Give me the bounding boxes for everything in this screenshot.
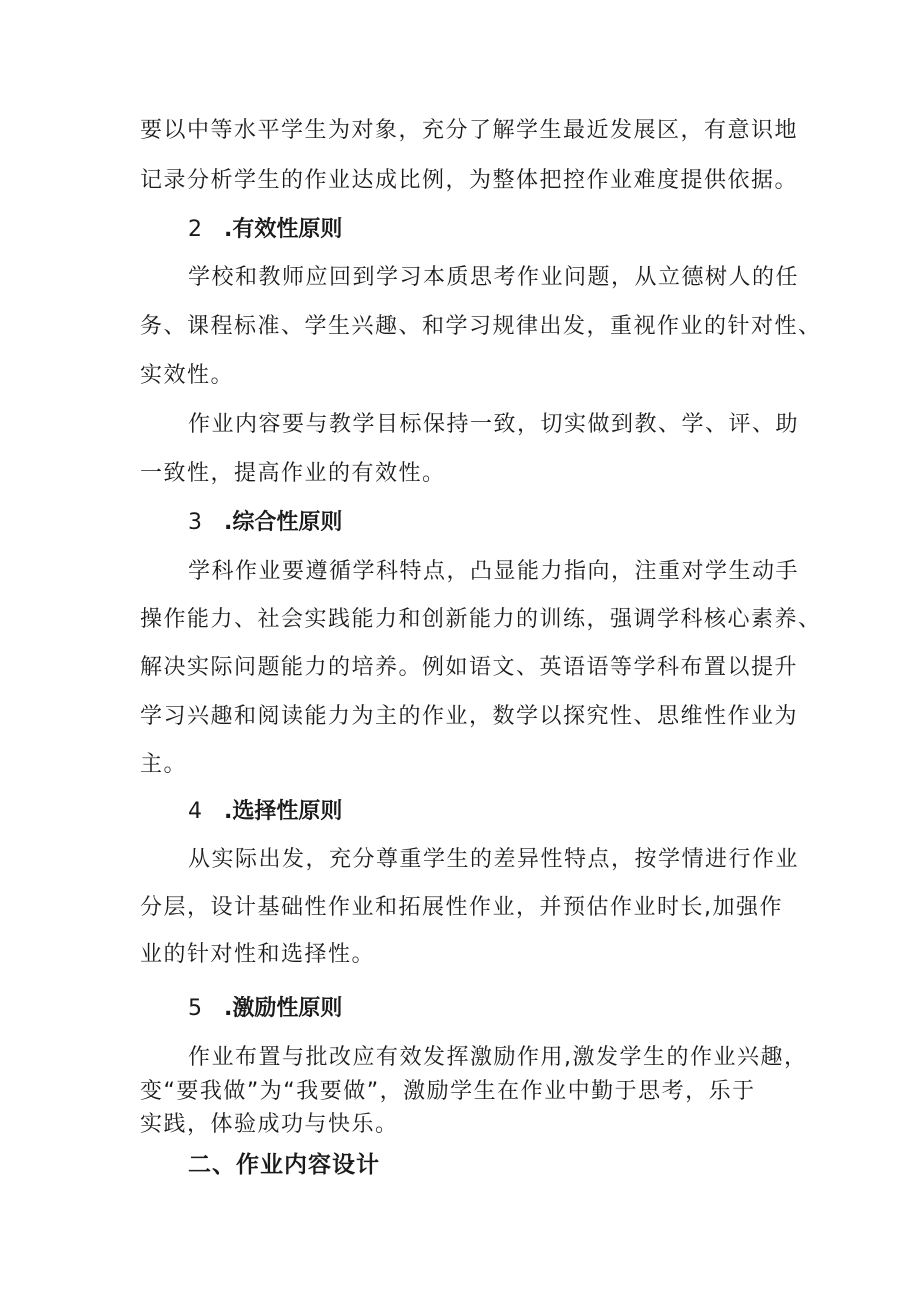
paragraph-line: 要以中等水平学生为对象，充分了解学生最近发展区，有意识地: [140, 118, 799, 143]
heading-number: 3: [188, 510, 202, 535]
heading-effectiveness: [188, 215, 342, 245]
paragraph-line: 解决实际问题能力的培养。例如语文、英语语等学科布置以提升: [140, 655, 799, 680]
paragraph-line: 作业布置与批改应有效发挥激励作用,激发学生的作业兴趣，: [188, 1045, 808, 1070]
heading-title: .激励性原则: [224, 996, 343, 1021]
heading-title: .综合性原则: [224, 510, 343, 535]
paragraph-line: 一致性，提高作业的有效性。: [140, 461, 446, 486]
heading-number: 2: [188, 217, 202, 242]
paragraph-line: 从实际出发，充分尊重学生的差异性特点，按学情进行作业: [188, 847, 800, 872]
paragraph-line: 学校和教师应回到学习本质思考作业问题，从立德树人的任: [188, 265, 800, 290]
paragraph-line: 学科作业要遵循学科特点，凸显能力指向，注重对学生动手: [188, 559, 800, 584]
paragraph-line: 务、课程标准、学生兴趣、和学习规律出发，重视作业的针对性、: [140, 314, 822, 339]
paragraph-line: 分层，设计基础性作业和拓展性作业，并预估作业时长,加强作: [140, 895, 783, 920]
heading-title: .选择性原则: [224, 799, 343, 824]
paragraph-line: 实效性。: [140, 363, 235, 388]
paragraph-line: 操作能力、社会实践能力和创新能力的训练，强调学科核心素养、: [140, 607, 822, 632]
heading-number: 4: [188, 799, 202, 824]
heading-title: .有效性原则: [224, 217, 343, 242]
paragraph-line: 变“要我做”为“我要做”，激励学生在作业中勤于思考，乐于: [140, 1079, 756, 1104]
paragraph-line: 学习兴趣和阅读能力为主的作业，数学以探究性、思维性作业为: [140, 704, 799, 729]
heading-selectivity: [188, 797, 342, 827]
heading-motivation: [188, 994, 342, 1024]
heading-comprehensiveness: [188, 508, 342, 538]
paragraph-line: 记录分析学生的作业达成比例，为整体把控作业难度提供依据。: [140, 168, 799, 193]
paragraph-line: 主。: [140, 752, 188, 777]
section-heading: 二、作业内容设计: [188, 1152, 380, 1178]
heading-number: 5: [188, 996, 202, 1021]
paragraph-line: 作业内容要与教学目标保持一致，切实做到教、学、评、助: [188, 412, 800, 437]
paragraph-line: 实践，体验成功与快乐。: [140, 1112, 399, 1137]
paragraph-line: 业的针对性和选择性。: [140, 942, 376, 967]
